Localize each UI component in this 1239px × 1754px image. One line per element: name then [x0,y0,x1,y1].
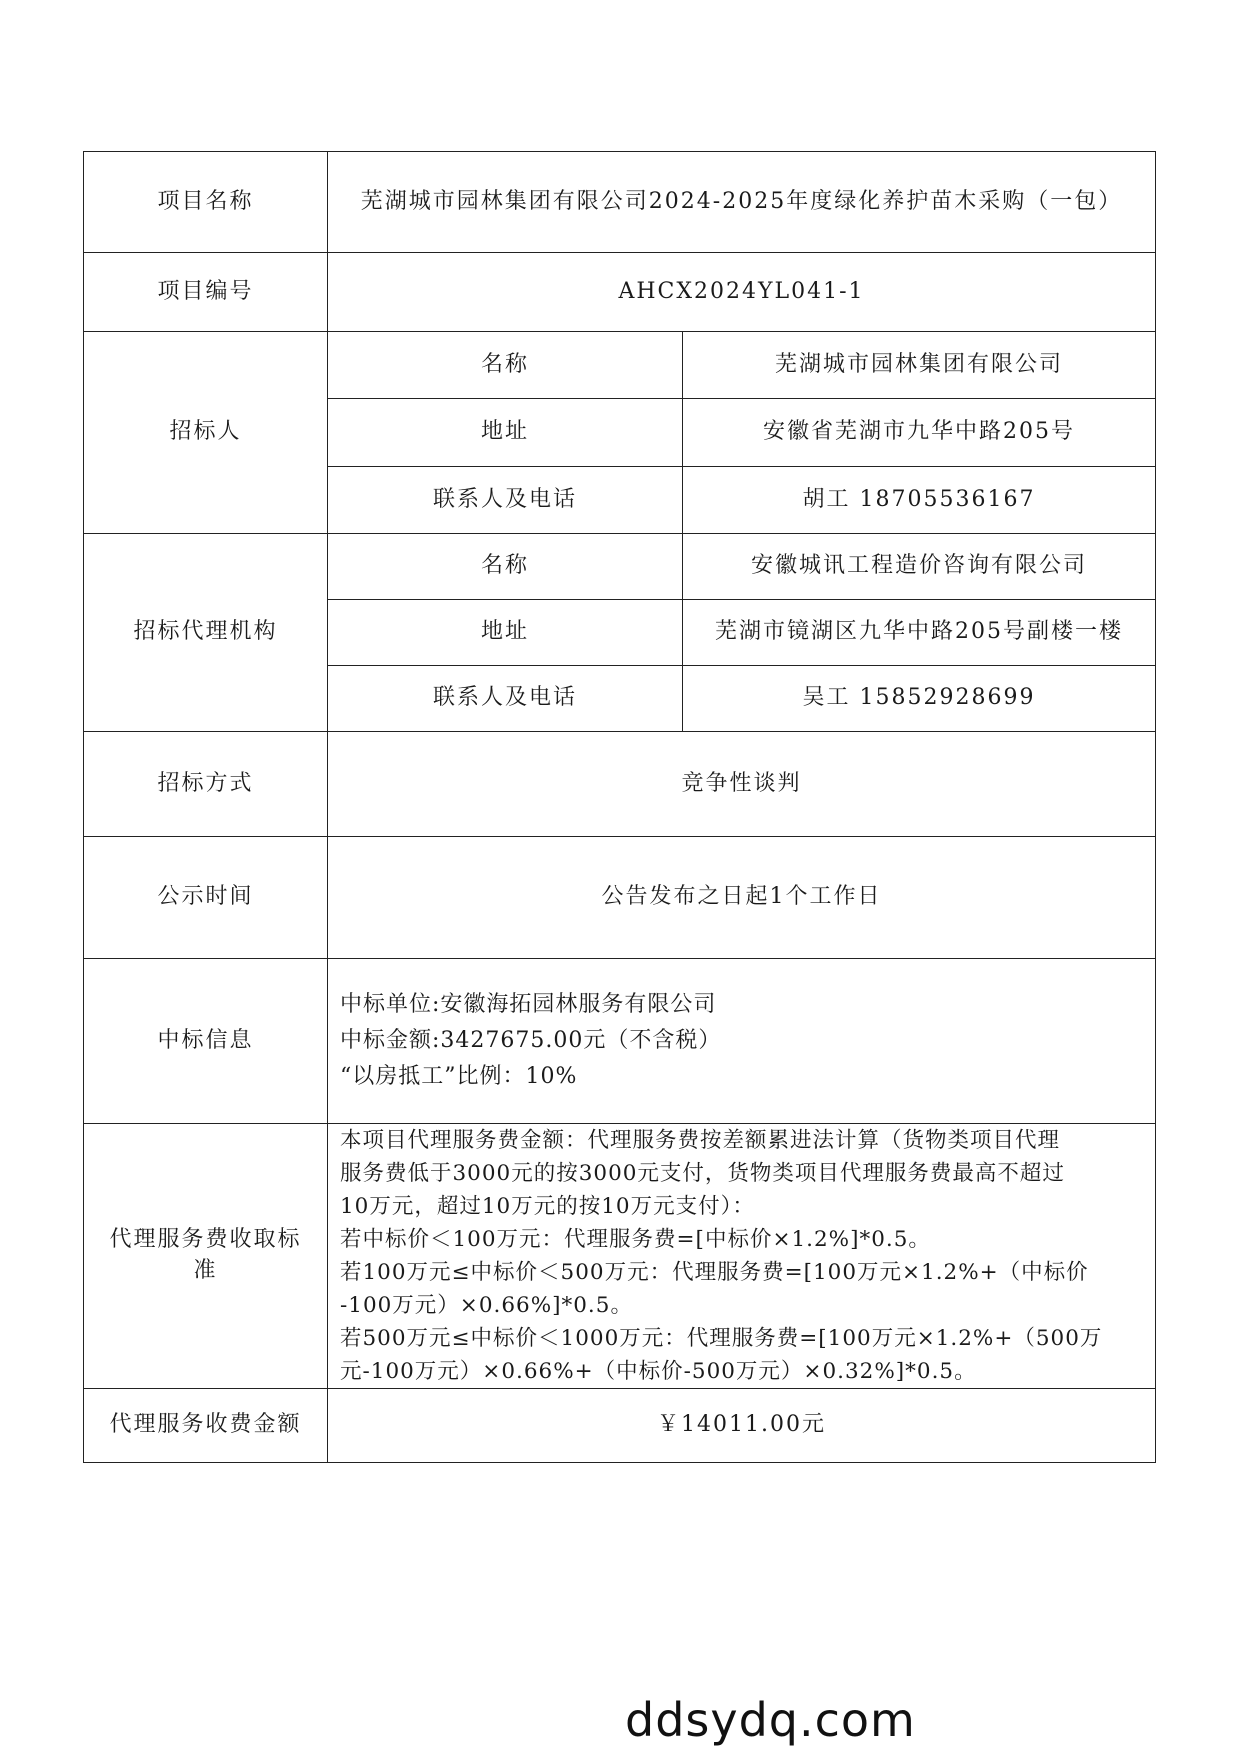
tender-result-table [83,151,1156,1463]
fee-line: 若500万元≤中标价＜1000万元：代理服务费=[100万元×1.2%+（500万 [340,1326,1103,1351]
winner-info [328,959,1156,1124]
tenderer-label: 招标人 [84,332,328,534]
tenderer-address-label: 地址 [328,399,683,467]
row-tenderer-name [84,332,1156,399]
agency-contact-label: 联系人及电话 [328,666,683,732]
project-name-value: 芜湖城市园林集团有限公司2024-2025年度绿化养护苗木采购（一包） [328,152,1156,253]
agency-contact-value: 吴工 15852928699 [683,666,1156,732]
fee-amount-label: 代理服务收费金额 [84,1389,328,1463]
row-fee-amount [84,1389,1156,1463]
site-watermark: ddsydq.com [625,1693,916,1747]
tenderer-contact-value: 胡工 18705536167 [683,467,1156,534]
row-winner [84,959,1156,1124]
tenderer-contact-label: 联系人及电话 [328,467,683,534]
fee-line: 服务费低于3000元的按3000元支付，货物类项目代理服务费最高不超过 [340,1161,1065,1186]
publicity-value: 公告发布之日起1个工作日 [328,837,1156,959]
fee-line: 10万元，超过10万元的按10万元支付）： [340,1194,755,1219]
row-agency-name [84,534,1156,600]
agency-name-value: 安徽城讯工程造价咨询有限公司 [683,534,1156,600]
winner-amount: 中标金额:3427675.00元（不含税） [340,1028,722,1053]
winner-label: 中标信息 [84,959,328,1124]
fee-amount-value: ￥14011.00元 [328,1389,1156,1463]
agency-label: 招标代理机构 [84,534,328,732]
project-code-value: AHCX2024YL041-1 [328,253,1156,332]
tenderer-name-value: 芜湖城市园林集团有限公司 [683,332,1156,399]
method-label: 招标方式 [84,732,328,837]
fee-line: 若中标价＜100万元：代理服务费=[中标价×1.2%]*0.5。 [340,1227,931,1252]
fee-line: 本项目代理服务费金额：代理服务费按差额累进法计算（货物类项目代理 [340,1128,1061,1153]
fee-line: -100万元）×0.66%]*0.5。 [340,1293,633,1318]
agency-address-label: 地址 [328,600,683,666]
fee-standard-label: 代理服务费收取标准 [84,1124,328,1389]
agency-address-value: 芜湖市镜湖区九华中路205号副楼一楼 [683,600,1156,666]
project-code-label: 项目编号 [84,253,328,332]
row-publicity [84,837,1156,959]
row-project-name [84,152,1156,253]
fee-standard-text [328,1124,1156,1389]
row-method [84,732,1156,837]
project-name-label: 项目名称 [84,152,328,253]
fee-line: 若100万元≤中标价＜500万元：代理服务费=[100万元×1.2%+（中标价 [340,1260,1089,1285]
winner-company: 中标单位:安徽海拓园林服务有限公司 [340,992,717,1017]
tenderer-name-label: 名称 [328,332,683,399]
publicity-label: 公示时间 [84,837,328,959]
row-fee-standard [84,1124,1156,1389]
winner-ratio: “以房抵工”比例：10% [340,1064,578,1089]
tenderer-address-value: 安徽省芜湖市九华中路205号 [683,399,1156,467]
method-value: 竞争性谈判 [328,732,1156,837]
agency-name-label: 名称 [328,534,683,600]
fee-line: 元-100万元）×0.66%+（中标价-500万元）×0.32%]*0.5。 [340,1359,977,1384]
row-project-code [84,253,1156,332]
